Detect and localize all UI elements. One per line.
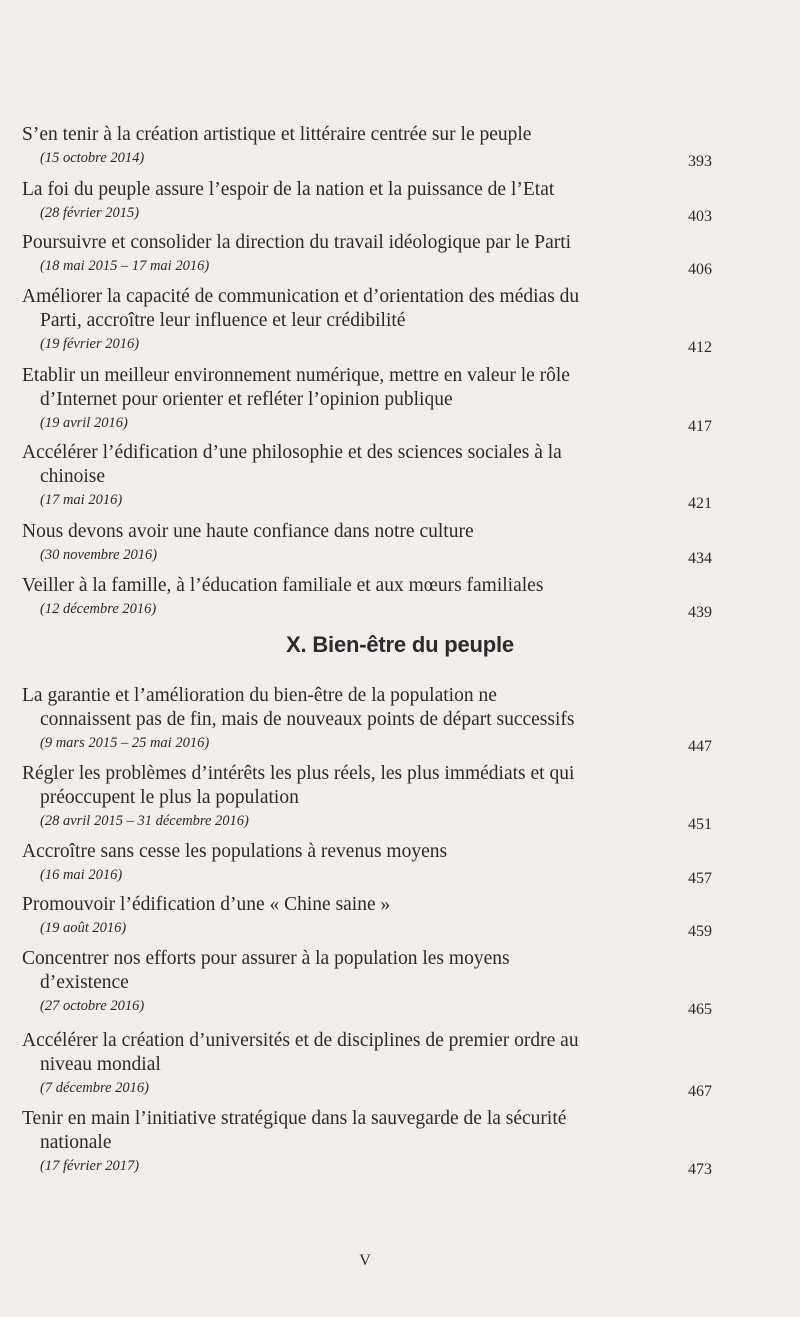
entry-date: (15 octobre 2014) [40, 150, 145, 166]
entry-date: (19 août 2016) [40, 920, 127, 936]
entry-date: (28 février 2015) [40, 205, 140, 221]
entry-title [22, 947, 712, 995]
toc-entry [22, 441, 712, 510]
entry-title-line: Améliorer la capacité de communication et d’orientation des médias du [22, 286, 580, 307]
toc-entry [22, 1107, 712, 1176]
toc-entry [22, 893, 712, 938]
toc-entry [22, 947, 712, 1016]
entry-page-number: 465 [688, 1001, 712, 1018]
entry-page-number: 451 [688, 816, 712, 833]
entry-page-number: 447 [688, 738, 712, 755]
entry-title-line: Accélérer la création d’universités et de disciplines de premier ordre au [22, 1030, 579, 1051]
toc-entry [22, 574, 712, 619]
entry-title: S’en tenir à la création artistique et littéraire centrée sur le peuple [22, 124, 532, 145]
entry-title [22, 1029, 712, 1077]
entry-page-number: 439 [688, 604, 712, 621]
entry-date: (30 novembre 2016) [40, 547, 158, 563]
entry-title-continuation: nationale [40, 1132, 112, 1153]
entry-title: Nous devons avoir une haute confiance dans notre culture [22, 521, 474, 542]
entry-date: (7 décembre 2016) [40, 1080, 149, 1096]
entry-date: (17 février 2017) [40, 1158, 140, 1174]
entry-page-number: 403 [688, 208, 712, 225]
toc-entry [22, 840, 712, 885]
toc-entry [22, 178, 712, 223]
entry-title-line: Accélérer l’édification d’une philosophie et des sciences sociales à la [22, 442, 562, 463]
entry-title-continuation: niveau mondial [40, 1054, 161, 1075]
entry-title [22, 441, 712, 489]
entry-date: (27 octobre 2016) [40, 998, 145, 1014]
entry-title-line: Concentrer nos efforts pour assurer à la population les moyens [22, 948, 510, 969]
entry-title [22, 1107, 712, 1155]
entry-page-number: 473 [688, 1161, 712, 1178]
entry-title [22, 684, 712, 732]
folio-number: V [359, 1252, 371, 1269]
entry-title: Poursuivre et consolider la direction du travail idéologique par le Parti [22, 232, 572, 253]
entry-title: La foi du peuple assure l’espoir de la nation et la puissance de l’Etat [22, 179, 555, 200]
toc-entry [22, 123, 712, 168]
entry-title-continuation: d’existence [40, 972, 129, 993]
entry-page-number: 467 [688, 1083, 712, 1100]
entry-page-number: 421 [688, 495, 712, 512]
entry-page-number: 417 [688, 418, 712, 435]
entry-page-number: 412 [688, 339, 712, 356]
toc-entry [22, 762, 712, 831]
entry-date: (12 décembre 2016) [40, 601, 157, 617]
entry-title-continuation: connaissent pas de fin, mais de nouveaux points de départ successifs [40, 709, 575, 730]
entry-title [22, 285, 712, 333]
entry-title-continuation: d’Internet pour orienter et refléter l’opinion publique [40, 389, 453, 410]
entry-date: (28 avril 2015 – 31 décembre 2016) [40, 813, 249, 829]
toc-entry [22, 231, 712, 276]
entry-title [22, 364, 712, 412]
entry-title-continuation: préoccupent le plus la population [40, 787, 299, 808]
entry-title-continuation: chinoise [40, 466, 105, 487]
toc-entry [22, 684, 712, 753]
toc-entry [22, 364, 712, 433]
toc-entry [22, 1029, 712, 1098]
entry-page-number: 393 [688, 153, 712, 170]
entry-date: (9 mars 2015 – 25 mai 2016) [40, 735, 210, 751]
entry-date: (18 mai 2015 – 17 mai 2016) [40, 258, 210, 274]
entry-page-number: 434 [688, 550, 712, 567]
entry-title-line: Tenir en main l’initiative stratégique dans la sauvegarde de la sécurité [22, 1108, 567, 1129]
entry-title-line: La garantie et l’amélioration du bien-être de la population ne [22, 685, 497, 706]
toc-entry [22, 285, 712, 354]
entry-page-number: 459 [688, 923, 712, 940]
entry-title-line: Régler les problèmes d’intérêts les plus réels, les plus immédiats et qui [22, 763, 575, 784]
entry-title: Accroître sans cesse les populations à revenus moyens [22, 841, 448, 862]
entry-page-number: 406 [688, 261, 712, 278]
entry-title-continuation: Parti, accroître leur influence et leur crédibilité [40, 310, 406, 331]
entry-title [22, 762, 712, 810]
entry-title: Promouvoir l’édification d’une « Chine saine » [22, 894, 391, 915]
toc-entry [22, 520, 712, 565]
entry-date: (16 mai 2016) [40, 867, 123, 883]
entry-title: Veiller à la famille, à l’éducation familiale et aux mœurs familiales [22, 575, 544, 596]
entry-date: (17 mai 2016) [40, 492, 123, 508]
entry-title-line: Etablir un meilleur environnement numérique, mettre en valeur le rôle [22, 365, 570, 386]
entry-date: (19 avril 2016) [40, 415, 128, 431]
entry-page-number: 457 [688, 870, 712, 887]
section-heading: X. Bien-être du peuple [286, 632, 514, 657]
entry-date: (19 février 2016) [40, 336, 140, 352]
